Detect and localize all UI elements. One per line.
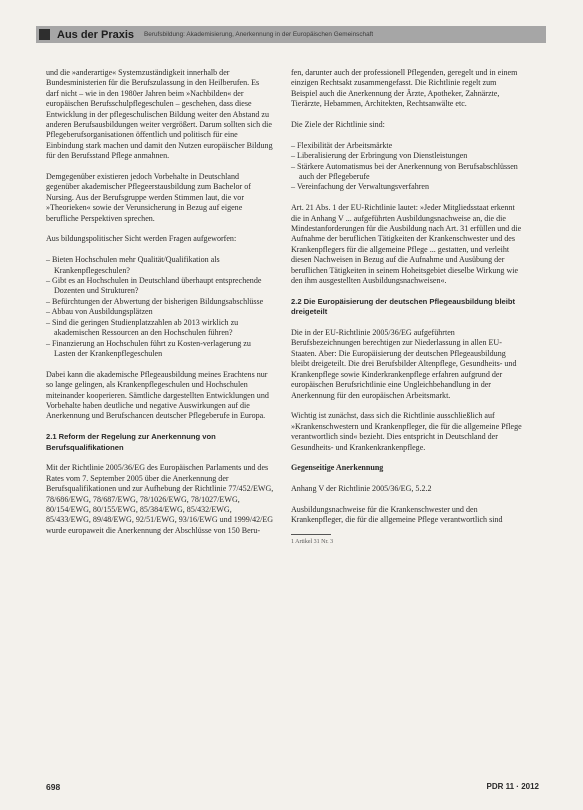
header-marker-icon <box>39 29 50 40</box>
goal-list <box>291 141 523 193</box>
list-item: – Finanzierung an Hochschulen führt zu Kosten-verlagerung zu Lasten der Krankenpflegeschulen <box>46 338 251 358</box>
list-item: – Bieten Hochschulen mehr Qualität/Qualifikation als Krankenpflegeschulen? <box>46 255 220 275</box>
paragraph: und die »anderartige« Systemzuständigkeit innerhalb der Bundesministerien für die Berufszulassung in den Heilberufen. Es darf nicht – wie in den 1980er Jahren beim »Nachbilden« der europäischen Berufsschulpflegeschulen – geschehen, dass diese Entwicklung in der pflegeschulischen Bildung weiter den Abstand zu anderen Berufsausbildungen weiter vergrößert. Darum sollten sich die Pflegeberufsorganisationen öffentlich und politisch für eine Einbindung stark machen und damit den Nutzen europäischer Bildung für den Berufsstand Pflege anmahnen. <box>46 68 273 161</box>
left-column <box>46 68 274 536</box>
paragraph: Wichtig ist zunächst, dass sich die Richtlinie ausschließlich auf »Krankenschwestern und Krankenpfleger, die für die allgemeine Pflege verantwortlich sind« bezieht. Dies entspricht in Deutschland der Gesundheits- und Krankenkrankenpflege. <box>291 411 522 452</box>
paragraph: Aus bildungspolitischer Sicht werden Fragen aufgeworfen: <box>46 234 237 244</box>
paragraph: Anhang V der Richtlinie 2005/36/EG, 5.2.2 <box>291 484 432 494</box>
list-item: – Vereinfachung der Verwaltungsverfahren <box>291 182 430 192</box>
section-subtitle: Berufsbildung: Akademisierung, Anerkennung in der Europäischen Gemeinschaft <box>144 31 374 38</box>
paragraph: fen, darunter auch der professionell Pflegenden, geregelt und in einem einzigen Rechtsakt zusammengefasst. Die Richtlinie regelt zum Beispiel auch die Anerkennung der Ärzte, Apotheker, Zahnärzte, Tierärzte, Hebammen, Architekten, Rechtsanwälte etc. <box>291 68 518 109</box>
paragraph: Ausbildungsnachweise für die Krankenschwester und den Krankenpfleger, die für die allgemeine Pflege verantwortlich sind <box>291 504 503 525</box>
list-item: – Gibt es an Hochschulen in Deutschland überhaupt entsprechende Dozenten und Strukturen? <box>46 276 262 296</box>
section-title: Aus der Praxis <box>57 28 135 41</box>
list-item: – Sind die geringen Studienplatzzahlen ab 2013 wirklich zu akademischen Ressourcen an den Hochschulen führen? <box>46 317 239 338</box>
sub-heading: Gegenseitige Anerkennung <box>291 463 384 473</box>
paragraph: Die Ziele der Richtlinie sind: <box>291 120 385 130</box>
footnote: 1 Artikel 31 Nr. 3 <box>291 538 334 545</box>
list-item: – Abbau von Ausbildungsplätzen <box>46 307 153 317</box>
paragraph: Mit der Richtlinie 2005/36/EG des Europäischen Parlaments und des Rates vom 7. September 2005 über die Anerkennung der Berufsqualifikationen und zur Aufhebung der Richtlinie 77/452/EWG, 78/686/EWG, 78/687/EWG, 78/1026/EWG, 78/1027/EWG, 80/154/EWG, 80/155/EWG, 85/384/EWG, 85/432/EWG, 85/433/EWG, 89/48/EWG, 92/51/EWG, 93/16/EWG und 1999/42/EG wurde europaweit die Anerkennung der Abschlüsse von 150 Beru- <box>46 463 274 535</box>
right-column <box>291 68 523 547</box>
running-header <box>36 26 546 43</box>
list-item: – Flexibilität der Arbeitsmärkte <box>291 140 393 150</box>
list-item: – Befürchtungen der Abwertung der bisherigen Bildungsabschlüsse <box>46 296 264 306</box>
section-heading: 2.2 Die Europäisierung der deutschen Pflegeausbildung bleibt dreigeteilt <box>291 296 516 317</box>
question-list <box>46 255 274 359</box>
paragraph: Die in der EU-Richtlinie 2005/36/EG aufgeführten Berufsbezeichnungen berechtigen zur Niederlassung in allen EU-Staaten. Aber: Die Europäisierung der deutschen Pflegeausbildung bleibt dreigeteilt. Die drei Berufsbilder Altenpflege, Gesundheits- und Krankenpflege sowie Kinderkrankenpflege erfahren aufgrund der europäischen Berufsrichtlinie eine Ungleichbehandlung in der Anerkennung für den europäischen Arbeitsmarkt. <box>291 328 517 400</box>
section-heading: 2.1 Reform der Regelung zur Anerkennung von Berufsqualifikationen <box>46 432 216 452</box>
paragraph: Art. 21 Abs. 1 der EU-Richtlinie lautet: »Jeder Mitgliedsstaat erkennt die in Anhang V ... aufgeführten Ausbildungsnachweise an, die die Mindestanforderungen für die Ausbildung nach Art. 31 erfüllen und die Aufnahme der beruflichen Tätigkeiten der Krankenschwester und des Krankenpflegers für die allgemeine Pflege ... gestatten, und verleiht diesen Nachweisen in Bezug auf die Aufnahme und Ausübung der beruflichen Tätigkeiten in seinem Hoheitsgebiet dieselbe Wirkung wie den ihm ausgestellten Ausbildungsnachweisen«. <box>291 203 522 286</box>
paragraph: Dabei kann die akademische Pflegeausbildung meines Erachtens nur so lange gelingen, als Krankenpflegeschulen und Hochschulen miteinander kooperieren. Sämtliche dargestellten Entwicklungen und Vorbehalte haben deutliche und negative Auswirkungen auf die Anerkennung und Berufschancen deutscher Pflegeberufe in Europa. <box>46 369 269 421</box>
footnote-divider <box>291 534 331 535</box>
list-item: – Liberalisierung der Erbringung von Dienstleistungen <box>291 151 468 161</box>
page-number: 698 <box>46 782 61 792</box>
list-item: – Stärkere Automatismus bei der Anerkennung von Berufsabschlüssen auch der Pflegeberufe <box>291 161 518 182</box>
issue-label: PDR 11 · 2012 <box>486 782 539 791</box>
paragraph: Demgegenüber existieren jedoch Vorbehalte in Deutschland gegenüber akademischer Pflegeerstausbildung zum Bachelor of Nursing. Aus der Berufsgruppe werden Stimmen laut, die vor »Theorieken« sowie der Verunsicherung in Bezug auf eigene berufliche Perspektiven sprechen. <box>46 172 251 223</box>
